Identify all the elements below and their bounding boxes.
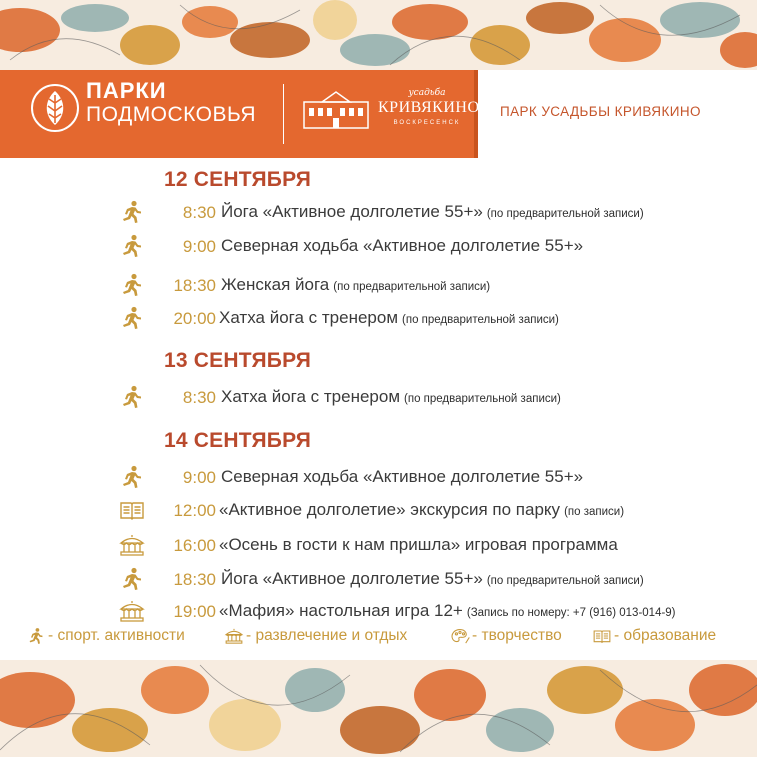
event-note: (по записи) — [564, 506, 625, 518]
event-row — [0, 382, 757, 412]
event-note: (по предварительной записи) — [486, 575, 644, 587]
event-text — [221, 202, 644, 222]
event-time: 9:00 — [182, 468, 216, 487]
carousel-icon — [118, 599, 146, 623]
brand-panel — [0, 70, 478, 158]
event-time: 19:00 — [173, 602, 216, 621]
event-time: 18:30 — [173, 570, 216, 589]
event-note: (Запись по номеру: +7 (916) 013-014-9) — [466, 607, 676, 619]
event-title: Йога «Активное долголетие 55+» — [221, 569, 483, 588]
event-row — [0, 564, 757, 594]
event-time: 16:00 — [173, 536, 216, 555]
event-note: (по предварительной записи) — [333, 281, 491, 293]
carousel-icon — [224, 627, 244, 645]
event-row — [0, 231, 757, 261]
event-title: Хатха йога с тренером — [221, 387, 401, 406]
running-icon — [118, 306, 146, 330]
legend-label: - спорт. активности — [48, 627, 185, 644]
palette-icon — [450, 627, 470, 645]
book-icon — [592, 627, 612, 645]
event-text — [219, 500, 624, 520]
legend-label: - образование — [614, 627, 717, 644]
legend-label: - развлечение и отдых — [246, 627, 408, 644]
event-time: 12:00 — [173, 501, 216, 520]
estate-name: КРИВЯКИНО — [378, 99, 480, 116]
icon-legend — [0, 624, 757, 648]
brand-divider — [283, 84, 284, 144]
parks-brand-line2: ПОДМОСКОВЬЯ — [86, 103, 257, 126]
running-icon — [118, 273, 146, 297]
event-title: «Активное долголетие» экскурсия по парку — [219, 500, 561, 519]
running-icon — [118, 465, 146, 489]
event-row — [0, 197, 757, 227]
estate-script-text: усадьба — [408, 88, 446, 98]
event-time: 20:00 — [173, 309, 216, 328]
running-icon — [26, 627, 46, 645]
event-text — [219, 308, 559, 328]
floral-top-decoration — [0, 0, 757, 70]
legend-label: - творчество — [472, 627, 562, 644]
event-title: Женская йога — [221, 275, 330, 294]
event-time: 8:30 — [182, 203, 216, 222]
carousel-icon — [118, 533, 146, 557]
running-icon — [118, 385, 146, 409]
event-row — [0, 596, 757, 626]
running-icon — [118, 200, 146, 224]
estate-building-icon — [300, 88, 372, 132]
event-title: Северная ходьба «Активное долголетие 55+» — [221, 467, 584, 486]
event-text — [221, 467, 587, 487]
floral-bottom-decoration — [0, 660, 757, 757]
estate-logo — [378, 88, 480, 126]
parks-brand-line1: ПАРКИ — [86, 78, 167, 103]
running-icon — [118, 567, 146, 591]
date-heading-12: 12 СЕНТЯБРЯ — [164, 168, 312, 191]
event-row — [0, 462, 757, 492]
event-time: 9:00 — [182, 237, 216, 256]
event-text — [221, 275, 490, 295]
event-note: (по предварительной записи) — [486, 208, 644, 220]
park-title: ПАРК УСАДЬБЫ КРИВЯКИНО — [500, 104, 701, 119]
event-note: (по предварительной записи) — [404, 393, 561, 405]
event-text — [221, 236, 587, 256]
event-title: «Мафия» настольная игра 12+ — [219, 601, 463, 620]
event-row — [0, 303, 757, 333]
event-title: Северная ходьба «Активное долголетие 55+» — [221, 236, 584, 255]
event-row — [0, 270, 757, 300]
event-note: (по предварительной записи) — [402, 314, 559, 326]
event-text — [221, 387, 561, 407]
event-text — [219, 601, 676, 621]
event-text — [221, 569, 644, 589]
date-heading-13: 13 СЕНТЯБРЯ — [164, 349, 312, 372]
estate-city: ВОСКРЕСЕНСК — [393, 120, 461, 126]
event-title: Хатха йога с тренером — [219, 308, 399, 327]
leaf-logo-icon — [30, 83, 80, 133]
event-title: «Осень в гости к нам пришла» игровая программа — [219, 535, 618, 554]
event-time: 8:30 — [182, 388, 216, 407]
book-icon — [118, 498, 146, 522]
event-time: 18:30 — [173, 276, 216, 295]
event-text — [219, 535, 622, 555]
parks-brand-text — [86, 80, 256, 125]
date-heading-14: 14 СЕНТЯБРЯ — [164, 429, 312, 452]
running-icon — [118, 234, 146, 258]
header-banner — [0, 70, 757, 158]
event-title: Йога «Активное долголетие 55+» — [221, 202, 483, 221]
event-row — [0, 530, 757, 560]
event-row — [0, 495, 757, 525]
